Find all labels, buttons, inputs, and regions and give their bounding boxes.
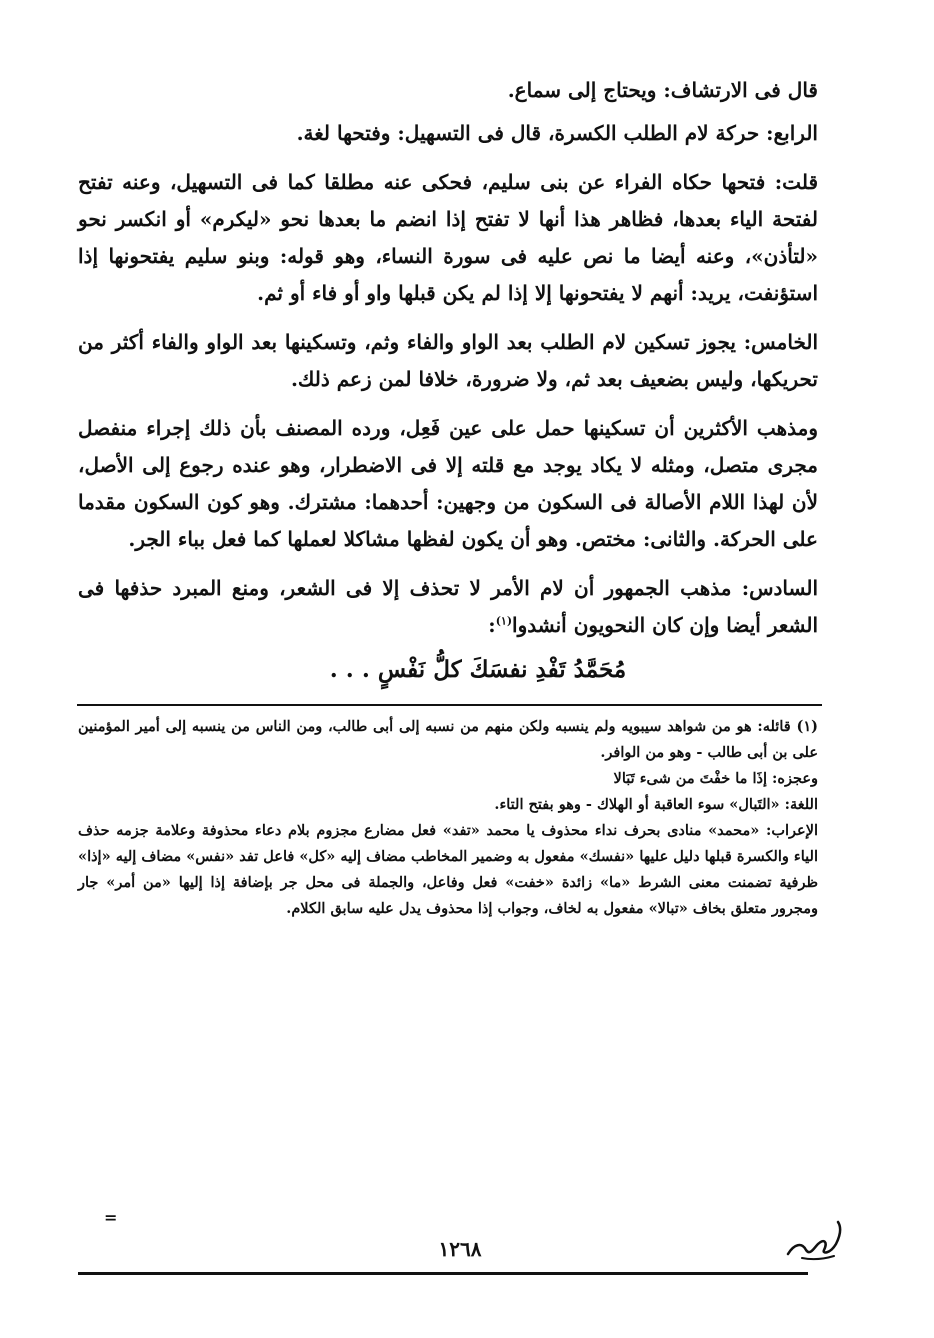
paragraph-4 — [78, 324, 818, 398]
bottom-rule — [78, 1272, 808, 1275]
paragraph-3 — [78, 164, 818, 312]
footnote-1: (١) قائله: هو من شواهد سيبويه ولم ينسبه ولكن منهم من نسبه إلى أبى طالب، ومن الناس من ينسبه إلى أمير المؤمنين على بن أبى طالب - وهو من الوافر. — [78, 718, 818, 761]
paragraph-4-text: يجوز تسكين لام الطلب بعد الواو والفاء وثم، وتسكينها بعد الواو والفاء أكثر من تحريكها، وليس بضعيف بعد ثم، ولا ضرورة، خلافا لمن زعم ذلك. — [78, 330, 818, 391]
paragraph-2-text: حركة لام الطلب الكسرة، قال فى التسهيل: وفتحها لغة. — [296, 121, 760, 145]
page-content — [78, 72, 818, 922]
paragraph-5 — [78, 410, 818, 558]
main-text — [78, 72, 818, 690]
paragraph-5-text: ومذهب الأكثرين أن تسكينها حمل على عين فَعِل، ورده المصنف بأن ذلك إجراء منفصل مجرى متصل، ومثله لا يكاد يوجد مع قلته إلا فى الاضطرار، وهو عنده رجوع إلى الأصل، لأن لهذا اللام الأصالة فى السكون من وجهين: أحدهما: مشترك. وهو كون السكون مقدما على الحركة. والثانى: مختص. وهو أن يكون لفظها مشاكلا لعملها كما فعل بباء الجر. — [78, 416, 818, 551]
paragraph-3-lead: قلت: — [774, 170, 818, 194]
poetry-verse: مُحَمَّدُ تَفْدِ نفسَكَ كلُّ نَفْسٍ . . . — [329, 656, 627, 683]
paragraph-2 — [78, 115, 818, 152]
footnote-verse-second-half: وعجزه: إذَا ما خفْتَ من شىء تَبَالا — [613, 770, 818, 787]
paragraph-3-text: فتحها حكاه الفراء عن بنى سليم، فحكى عنه مطلقا كما فى التسهيل، وعنه تفتح لفتحة الياء بعدها، فظاهر هذا أنها لا تفتح إذا انضم ما بعدها نحو «ليكرم» أو انكسر نحو «لتأذن»، وعنه أيضا ما نص عليه فى سورة النساء، وهو قوله: وبنو سليم يفتحونها إذا استؤنفت، يريد: أنهم لا يفتحونها إلا إذا لم يكن قبلها واو أو فاء أو ثم. — [78, 170, 818, 305]
page-number: ١٢٦٨ — [438, 1237, 482, 1261]
footnote-parsing: الإعراب: «محمد» منادى بحرف نداء محذوف يا محمد «تفد» فعل مضارع مجزوم بلام دعاء محذوفة وعلامة جزمه حذف الياء والكسرة قبلها دليل عليها «نفسك» مفعول به وضمير المخاطب مضاف إليه «كل» فاعل تفد «نفس» مضاف إليه «إذا» ظرفية تضمنت معنى الشرط «ما» زائدة «خفت» فعل وفاعل، والجملة فى محل جر بإضافة إذا إليها «من أمر» جار ومجرور متعلق بخاف «تبالا» مفعول به لخاف، وجواب إذا محذوف يدل عليه سابق الكلام. — [78, 822, 818, 917]
signature-mark — [784, 1214, 844, 1262]
paragraph-6-end: : — [488, 613, 496, 637]
paragraph-2-lead: الرابع: — [766, 121, 818, 145]
paragraph-6-text: مذهب الجمهور أن لام الأمر لا تحذف إلا فى الشعر، ومنع المبرد حذفها فى الشعر أيضا وإن كان النحويون أنشدوا — [78, 576, 818, 637]
paragraph-6-lead: السادس: — [741, 576, 819, 600]
paragraph-1-text: قال فى الارتشاف: ويحتاج إلى سماع. — [507, 78, 818, 102]
footnotes — [78, 714, 818, 922]
paragraph-4-lead: الخامس: — [743, 330, 818, 354]
continuation-mark: = — [104, 1208, 118, 1227]
paragraph-1 — [78, 72, 818, 109]
paragraph-6 — [78, 570, 818, 644]
footnote-reference: (١) — [495, 614, 513, 628]
footnote-divider — [77, 704, 822, 706]
footnote-language: اللغة: «التَبال» سوء العاقبة أو الهلاك - وهو بفتح التاء. — [494, 796, 818, 813]
